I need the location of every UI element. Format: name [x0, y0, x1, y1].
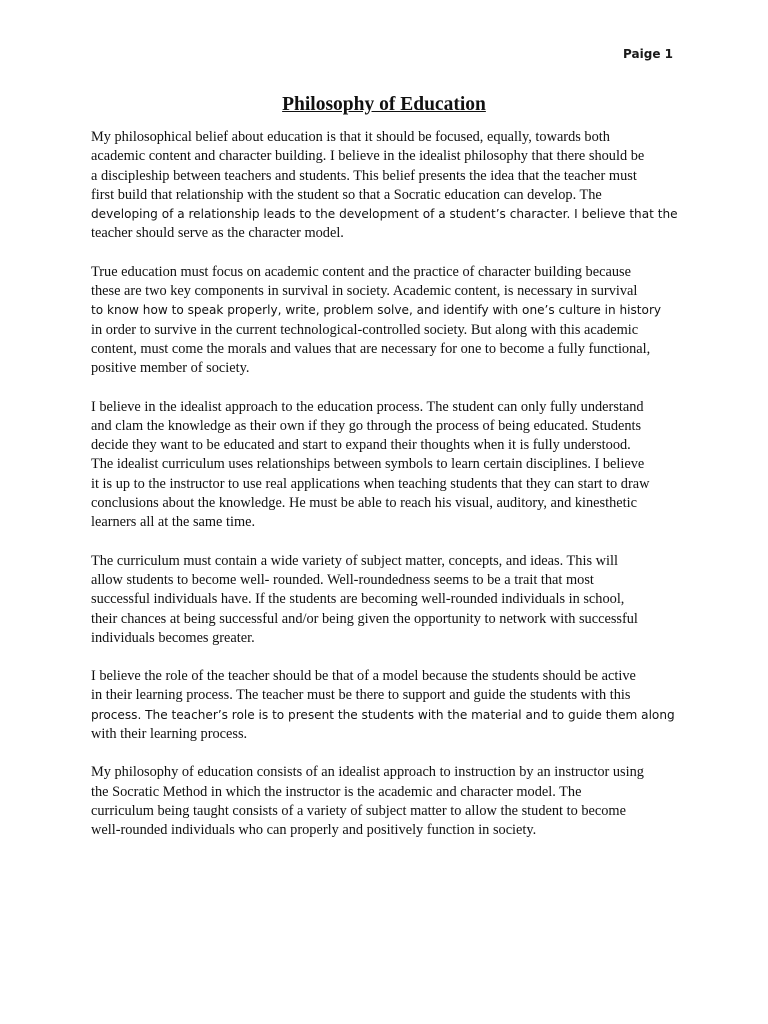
paragraph-line: The idealist curriculum uses relationships between symbols to learn certain disciplines. I believe	[91, 456, 645, 473]
paragraph	[91, 763, 691, 840]
paragraph-line: My philosophy of education consists of an idealist approach to instruction by an instructor using	[91, 764, 644, 781]
paragraph-line: it is up to the instructor to use real applications when teaching students that they can start to draw	[91, 475, 650, 492]
paragraph	[91, 263, 691, 379]
paragraph-line: positive member of society.	[91, 360, 250, 377]
paragraph-line: allow students to become well- rounded. Well-roundedness seems to be a trait that most	[91, 571, 594, 588]
document-title: Philosophy of Education	[282, 94, 486, 115]
paragraph-line: first build that relationship with the student so that a Socratic education can develop. The	[91, 186, 602, 203]
paragraph-line: content, must come the morals and values that are necessary for one to become a fully functional,	[91, 340, 651, 357]
paragraph-line: decide they want to be educated and start to expand their thoughts when it is fully understood.	[91, 437, 631, 454]
paragraph-line: in order to survive in the current technological-controlled society. But along with this academic	[91, 321, 639, 338]
paragraph	[91, 128, 691, 244]
paragraph-line: learners all at the same time.	[91, 514, 256, 531]
paragraph-line: their chances at being successful and/or being given the opportunity to network with successful	[91, 610, 638, 627]
document-body	[91, 128, 691, 860]
paragraph-line: conclusions about the knowledge. He must be able to reach his visual, auditory, and kinesthetic	[91, 495, 637, 512]
paragraph-line: and clam the knowledge as their own if they go through the process of being educated. Students	[91, 417, 642, 434]
paragraph-line: curriculum being taught consists of a variety of subject matter to allow the student to become	[91, 802, 626, 819]
paragraph-line: True education must focus on academic content and the practice of character building because	[91, 263, 631, 280]
paragraph-line: the Socratic Method in which the instructor is the academic and character model. The	[91, 783, 582, 800]
paragraph-line: developing of a relationship leads to the development of a student’s character. I believe that the	[91, 207, 678, 222]
paragraph	[91, 552, 691, 648]
paragraph-line: The curriculum must contain a wide variety of subject matter, concepts, and ideas. This will	[91, 552, 618, 569]
paragraph-line: individuals becomes greater.	[91, 629, 255, 646]
paragraph-line: My philosophical belief about education is that it should be focused, equally, towards both	[91, 129, 610, 145]
paragraph-line: with their learning process.	[91, 726, 248, 743]
paragraph-line: I believe in the idealist approach to the education process. The student can only fully understand	[91, 398, 644, 415]
paragraph-line: I believe the role of the teacher should be that of a model because the students should be active	[91, 668, 636, 685]
paragraph-line: these are two key components in survival in society. Academic content, is necessary in survival	[91, 283, 638, 300]
paragraph-line: successful individuals have. If the students are becoming well-rounded individuals in school,	[91, 591, 625, 608]
paragraph-line: to know how to speak properly, write, problem solve, and identify with one’s culture in history	[91, 303, 662, 318]
paragraph-line: academic content and character building. I believe in the idealist philosophy that there should be	[91, 148, 645, 165]
paragraph-line: well-rounded individuals who can properly and positively function in society.	[91, 822, 537, 839]
paragraph	[91, 667, 691, 744]
paragraph-line: process. The teacher’s role is to present the students with the material and to guide them along	[91, 707, 675, 722]
paragraph	[91, 398, 691, 533]
paragraph-line: in their learning process. The teacher must be there to support and guide the students with this	[91, 687, 631, 704]
paragraph-line: teacher should serve as the character model.	[91, 225, 344, 242]
page-number: Paige 1	[623, 47, 673, 61]
paragraph-line: a discipleship between teachers and students. This belief presents the idea that the teacher must	[91, 167, 637, 184]
